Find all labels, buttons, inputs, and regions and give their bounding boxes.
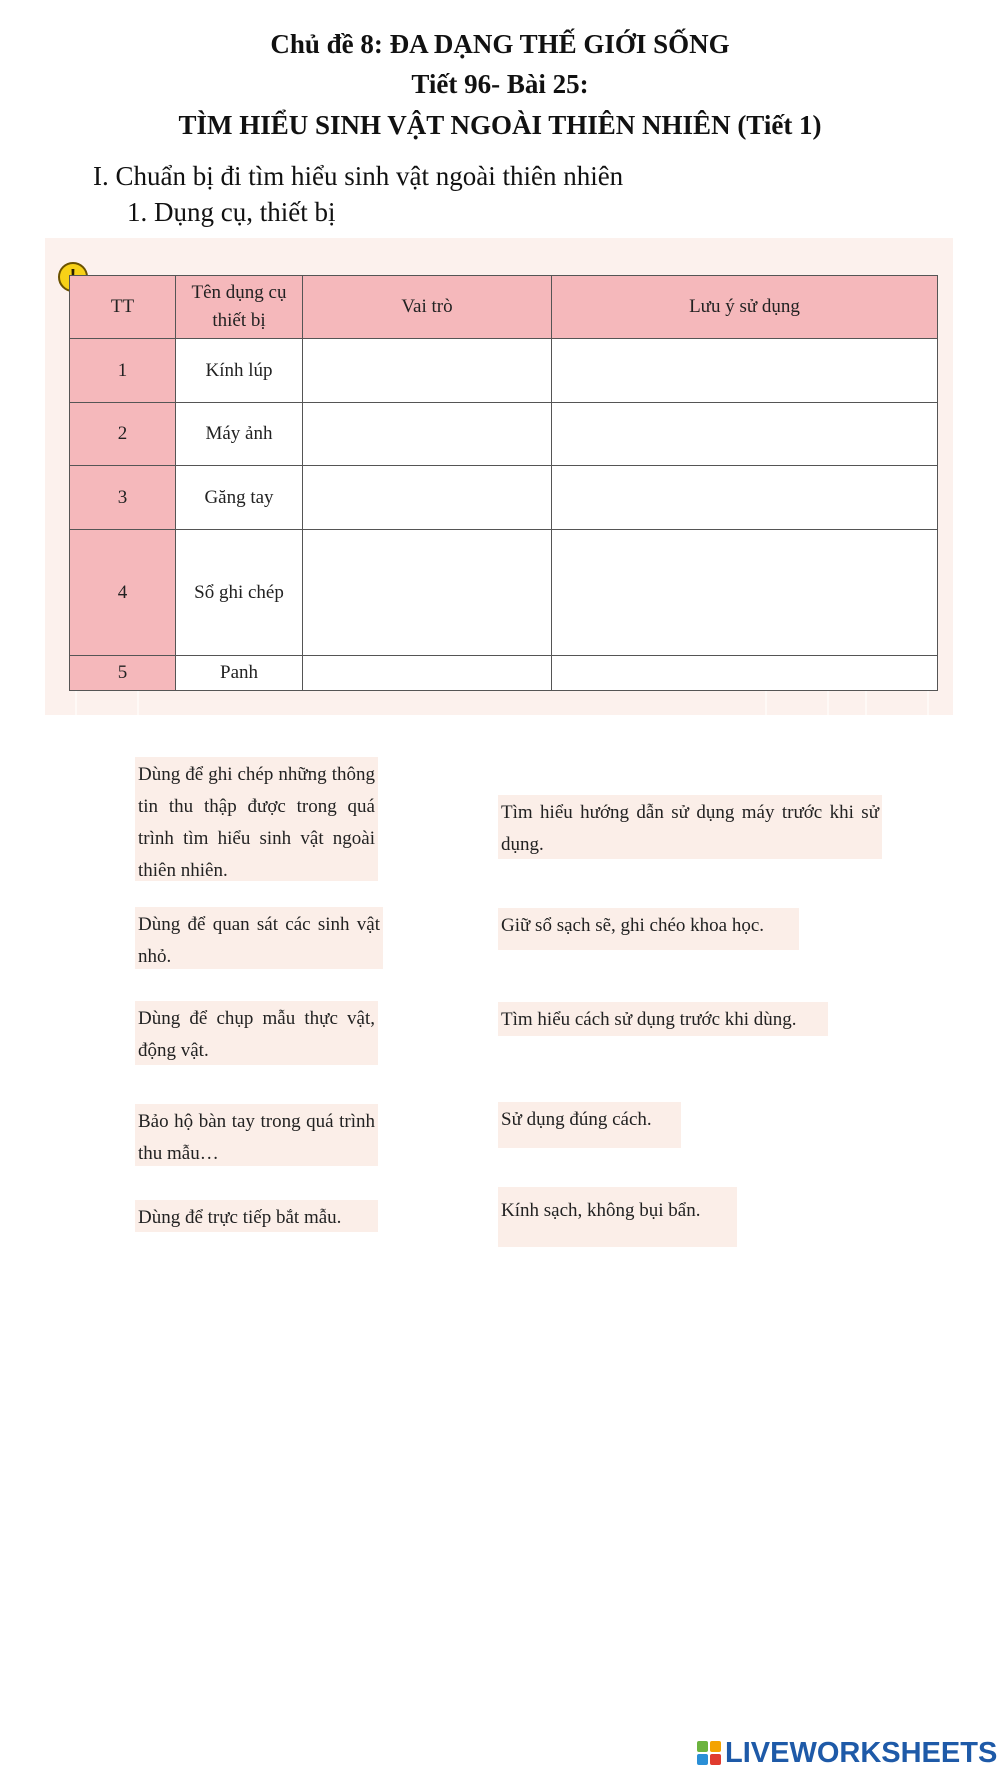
liveworksheets-logo [697,1738,997,1768]
row-number: 1 [70,339,176,403]
note-drop-slot[interactable] [552,403,938,466]
title-line-3: TÌM HIỂU SINH VẬT NGOÀI THIÊN NHIÊN (Tiết 1) [178,110,822,140]
header-role: Vai trò [303,276,552,339]
note-card[interactable]: Tìm hiểu hướng dẫn sử dụng máy trước khi sử dụng. [498,795,882,859]
header-usage-note: Lưu ý sử dụng [552,276,938,339]
role-card[interactable]: Bảo hộ bàn tay trong quá trình thu mẫu… [135,1104,378,1166]
row-number: 4 [70,530,176,656]
note-card[interactable]: Tìm hiểu cách sử dụng trước khi dùng. [498,1002,828,1036]
role-drop-slot[interactable] [303,656,552,691]
header-tt: TT [70,276,176,339]
note-card[interactable]: Sử dụng đúng cách. [498,1102,681,1148]
header-tool-name: Tên dụng cụ thiết bị [176,276,303,339]
role-drop-slot[interactable] [303,403,552,466]
title-line-1: Chủ đề 8: ĐA DẠNG THẾ GIỚI SỐNG [270,29,730,59]
equipment-table [69,275,938,691]
table-row [70,403,938,466]
note-drop-slot[interactable] [552,656,938,691]
role-card[interactable]: Dùng để chụp mẫu thực vật, động vật. [135,1001,378,1065]
note-card[interactable]: Kính sạch, không bụi bẩn. [498,1187,737,1247]
tool-name: Găng tay [176,466,303,530]
note-drop-slot[interactable] [552,530,938,656]
tool-name: Sổ ghi chép [176,530,303,656]
role-card[interactable]: Dùng để ghi chép những thông tin thu thập được trong quá trình tìm hiểu sinh vật ngoài thiên nhiên. [135,757,378,881]
table-row [70,656,938,691]
section-heading: I. Chuẩn bị đi tìm hiểu sinh vật ngoài thiên nhiên [93,161,624,191]
tool-name: Panh [176,656,303,691]
row-number: 3 [70,466,176,530]
logo-text: LIVEWORKSHEETS [725,1736,998,1769]
note-drop-slot[interactable] [552,339,938,403]
row-number: 2 [70,403,176,466]
note-card[interactable]: Giữ sổ sạch sẽ, ghi chéo khoa học. [498,908,799,950]
role-drop-slot[interactable] [303,530,552,656]
note-drop-slot[interactable] [552,466,938,530]
table-header-row [70,276,938,339]
row-number: 5 [70,656,176,691]
role-drop-slot[interactable] [303,466,552,530]
title-line-2: Tiết 96- Bài 25: [411,69,589,99]
table-row [70,530,938,656]
role-card[interactable]: Dùng để trực tiếp bắt mẫu. [135,1200,378,1232]
table-row [70,466,938,530]
liveworksheets-logo-icon [697,1741,721,1765]
role-card[interactable]: Dùng để quan sát các sinh vật nhỏ. [135,907,383,969]
table-row [70,339,938,403]
section-subheading: 1. Dụng cụ, thiết bị [127,197,336,227]
tool-name: Máy ảnh [176,403,303,466]
role-drop-slot[interactable] [303,339,552,403]
tool-name: Kính lúp [176,339,303,403]
